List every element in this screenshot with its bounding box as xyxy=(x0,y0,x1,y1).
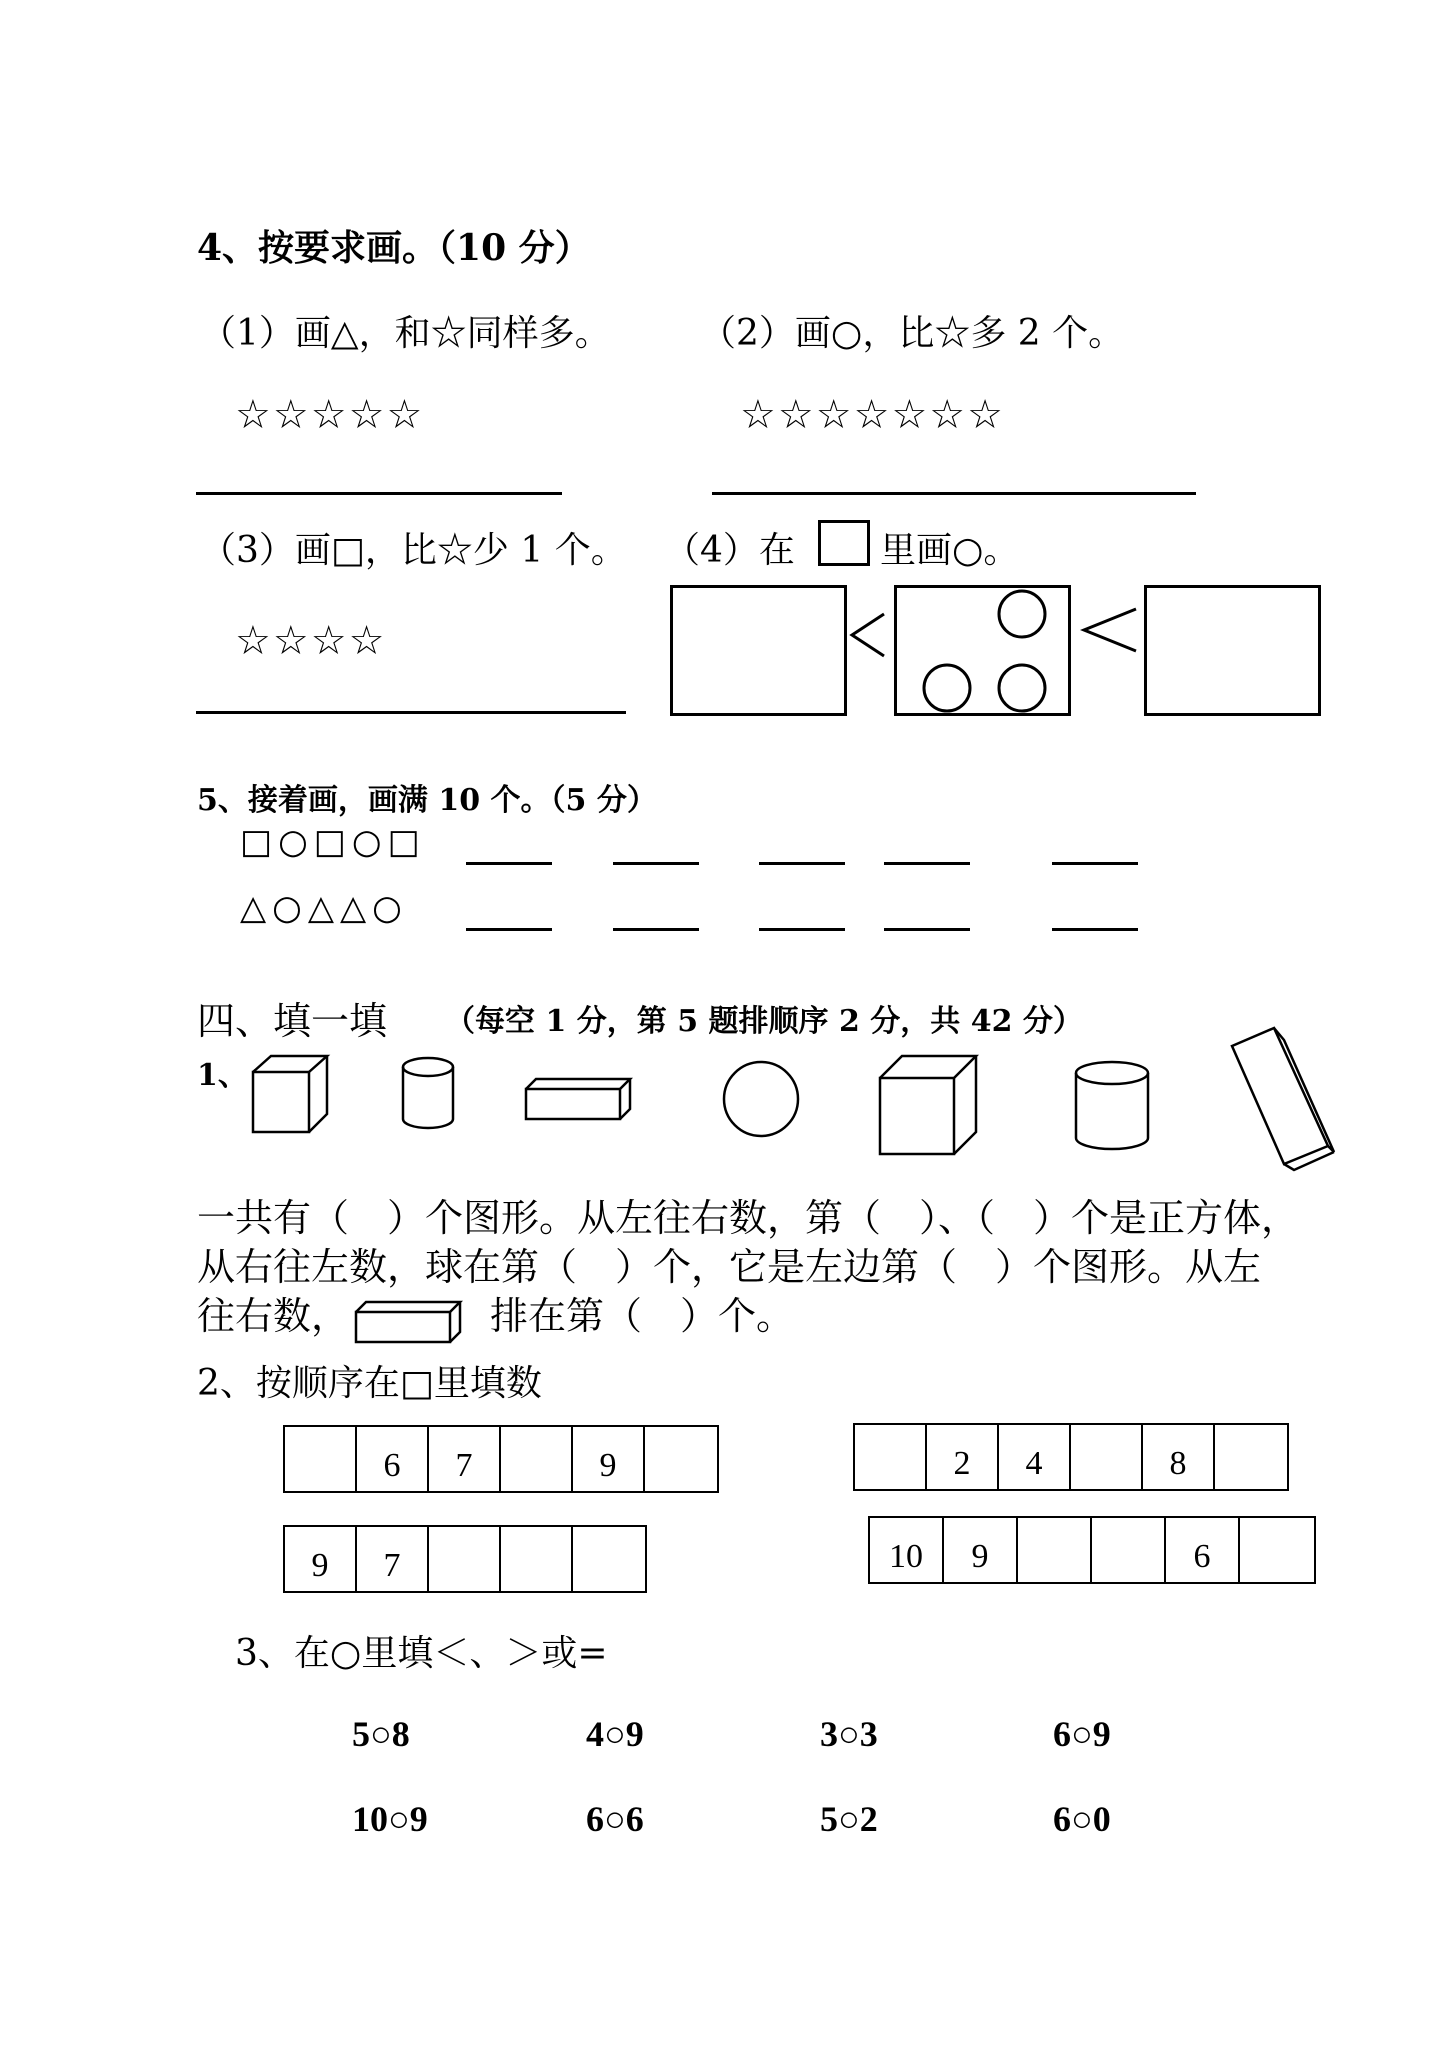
pattern1-blank-2[interactable] xyxy=(613,862,699,865)
q4-middle-box xyxy=(894,585,1071,716)
compare-item[interactable]: 5○8 xyxy=(352,1714,410,1754)
q1-line-3a: 往右数， xyxy=(197,1294,350,1338)
q4-left-box[interactable] xyxy=(670,585,847,716)
q1-stars: ☆☆☆☆☆ xyxy=(235,392,425,438)
compare-item[interactable]: 6○0 xyxy=(1053,1799,1111,1839)
pattern2-blank-3[interactable] xyxy=(759,928,845,931)
q1-line-1: 一共有（ ）个图形。从左往右数，第（ ）、（ ）个是正方体， xyxy=(197,1196,1300,1240)
grid-cell[interactable] xyxy=(429,1527,501,1591)
cuboid-icon xyxy=(522,1075,634,1125)
q2-label: （2）画○，比☆多 2 个。 xyxy=(700,313,1125,354)
q4-label-after: 里画○。 xyxy=(880,530,1020,571)
q2-heading: 2、按顺序在□里填数 xyxy=(197,1363,542,1404)
q4-circles xyxy=(897,588,1068,713)
q3-stars: ☆☆☆☆ xyxy=(235,618,387,664)
compare-item[interactable]: 6○9 xyxy=(1053,1714,1111,1754)
pattern2-blank-2[interactable] xyxy=(613,928,699,931)
pattern1-blank-3[interactable] xyxy=(759,862,845,865)
q1-number: 1、 xyxy=(197,1058,248,1093)
grid-cell: 8 xyxy=(1143,1425,1215,1489)
q2-answer-line[interactable] xyxy=(712,492,1196,495)
q4-less-than-2 xyxy=(1080,605,1140,655)
grid-cell[interactable] xyxy=(573,1527,645,1591)
grid-cell[interactable] xyxy=(1240,1518,1314,1582)
pattern1-blank-1[interactable] xyxy=(466,862,552,865)
grid-cell: 9 xyxy=(573,1427,645,1491)
grid-cell: 9 xyxy=(944,1518,1018,1582)
grid-cell: 10 xyxy=(870,1518,944,1582)
pattern2-blank-1[interactable] xyxy=(466,928,552,931)
cuboid-icon xyxy=(352,1298,464,1348)
section-four-subtitle: （每空 1 分，第 5 题排顺序 2 分，共 42 分） xyxy=(445,1004,1083,1039)
q3-answer-line[interactable] xyxy=(196,711,626,714)
grid-cell[interactable] xyxy=(1018,1518,1092,1582)
q4-right-box[interactable] xyxy=(1144,585,1321,716)
cuboid-icon xyxy=(1228,1024,1338,1174)
number-grid-1 xyxy=(283,1425,719,1493)
cube-icon xyxy=(245,1050,335,1140)
cylinder-icon xyxy=(1072,1058,1152,1154)
grid-cell[interactable] xyxy=(855,1425,927,1489)
cylinder-icon xyxy=(398,1055,458,1135)
q4-label-before: （4）在 xyxy=(664,530,795,571)
grid-cell[interactable] xyxy=(501,1427,573,1491)
grid-cell: 7 xyxy=(429,1427,501,1491)
number-grid-4 xyxy=(868,1516,1316,1584)
compare-item[interactable]: 6○6 xyxy=(586,1799,644,1839)
grid-cell: 2 xyxy=(927,1425,999,1489)
compare-item[interactable]: 5○2 xyxy=(820,1799,878,1839)
q1-answer-line[interactable] xyxy=(196,492,562,495)
pattern1-blank-4[interactable] xyxy=(884,862,970,865)
grid-cell[interactable] xyxy=(285,1427,357,1491)
section4-title: 4、按要求画。（10 分） xyxy=(197,227,591,269)
pattern2-blank-4[interactable] xyxy=(884,928,970,931)
grid-cell[interactable] xyxy=(501,1527,573,1591)
sphere-icon xyxy=(720,1058,802,1140)
q1-line-3b: 排在第（ ）个。 xyxy=(490,1294,795,1338)
pattern1-blank-5[interactable] xyxy=(1052,862,1138,865)
pattern-row-1: □○□○□ xyxy=(240,822,426,862)
grid-cell[interactable] xyxy=(1092,1518,1166,1582)
q1-line-2: 从右往左数，球在第（ ）个，它是左边第（ ）个图形。从左 xyxy=(197,1245,1262,1289)
number-grid-2 xyxy=(853,1423,1289,1491)
grid-cell[interactable] xyxy=(1071,1425,1143,1489)
grid-cell: 7 xyxy=(357,1527,429,1591)
section5-title: 5、接着画，画满 10 个。（5 分） xyxy=(197,783,657,818)
compare-item[interactable]: 10○9 xyxy=(352,1799,428,1839)
q3-label: （3）画□，比☆少 1 个。 xyxy=(200,530,627,571)
grid-cell[interactable] xyxy=(645,1427,717,1491)
compare-item[interactable]: 3○3 xyxy=(820,1714,878,1754)
grid-cell: 4 xyxy=(999,1425,1071,1489)
grid-cell: 6 xyxy=(1166,1518,1240,1582)
grid-cell: 9 xyxy=(285,1527,357,1591)
q4-square-icon xyxy=(818,520,870,566)
compare-item[interactable]: 4○9 xyxy=(586,1714,644,1754)
cube-icon xyxy=(874,1052,980,1158)
q2-stars: ☆☆☆☆☆☆☆ xyxy=(740,392,1006,438)
grid-cell[interactable] xyxy=(1215,1425,1287,1489)
q4-less-than-1 xyxy=(848,610,888,660)
q3-heading: 3、在○里填＜、＞或= xyxy=(235,1633,608,1674)
grid-cell: 6 xyxy=(357,1427,429,1491)
pattern2-blank-5[interactable] xyxy=(1052,928,1138,931)
section-four-title: 四、填一填 xyxy=(197,999,388,1043)
q1-label: （1）画△，和☆同样多。 xyxy=(200,313,611,354)
pattern-row-2: △○△△○ xyxy=(240,888,408,928)
number-grid-3 xyxy=(283,1525,647,1593)
